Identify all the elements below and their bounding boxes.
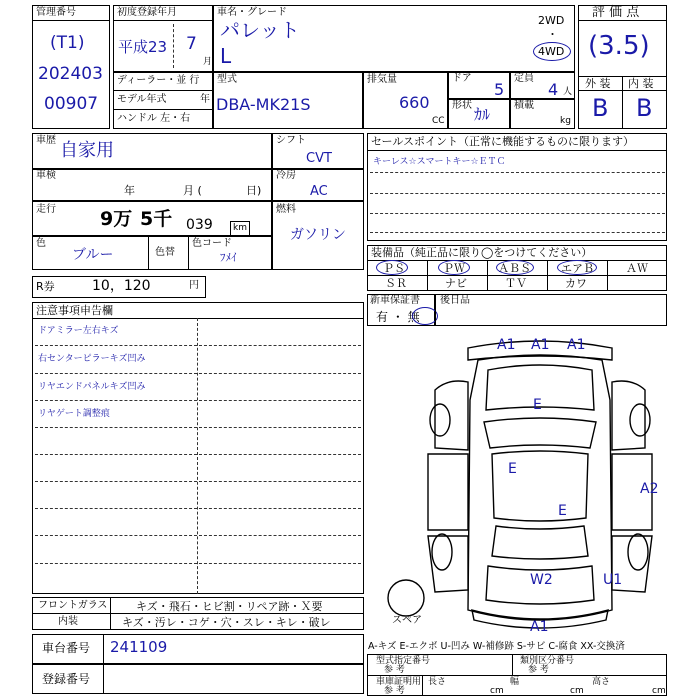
score-label: 評 価 点: [592, 5, 640, 20]
mileage-unit: km: [233, 223, 247, 233]
mark-a2-right: A2: [640, 481, 659, 497]
recycle-label: R券: [36, 280, 55, 293]
cert-ref: 参 考: [384, 686, 405, 696]
drive-2wd: 2WD: [538, 14, 565, 27]
car-grade: L: [220, 44, 232, 68]
engine-label: 排気量: [367, 74, 397, 85]
mileage-rest: 039: [186, 217, 213, 233]
selling-label: セールスポイント（正常に機能するものに限ります）: [371, 135, 635, 148]
mgmt-num2: 00907: [44, 94, 99, 114]
notes-label: 注意事項申告欄: [36, 304, 113, 317]
first-reg-month-unit: 月: [203, 57, 213, 67]
warranty-value: 有 ・ 無: [376, 310, 420, 324]
doors-label: ドア: [452, 73, 472, 84]
recycle-value: 10，120: [92, 278, 151, 294]
score-ext: B: [592, 94, 609, 122]
cooling-value: AC: [310, 184, 328, 199]
width-unit: cm: [570, 686, 584, 696]
category-ref: 参 考: [528, 665, 549, 675]
note-item-2: 右センターピラーキズ凹み: [38, 354, 146, 364]
equip-ps: ＰＳ: [383, 262, 405, 275]
mark-e-left: E: [508, 461, 517, 477]
drive-dot: ・: [547, 28, 558, 41]
selling-line1: キーレス☆スマートキー☆ＥＴＣ: [373, 157, 506, 167]
capacity-value: 4: [548, 80, 559, 99]
width-label: 幅: [510, 677, 520, 687]
doors-value: 5: [494, 80, 505, 99]
interior-value: キズ・汚レ・コゲ・穴・スレ・キレ・破レ: [122, 616, 331, 629]
note-item-1: ドアミラー左右キズ: [38, 326, 119, 336]
equip-navi: ナビ: [445, 277, 467, 290]
first-reg-month: 7: [186, 34, 197, 54]
equip-airbag: エアＢ: [561, 262, 594, 275]
mileage-sen: 5千: [140, 208, 173, 230]
mark-a1-front-right: A1: [567, 337, 586, 353]
score-value: (3.5): [588, 31, 650, 61]
color-label: 色: [36, 238, 46, 249]
dealer-label: ディーラー・並 行: [117, 75, 200, 86]
equip-pw: ＰＷ: [443, 262, 465, 275]
inspection-month: 月 (: [183, 184, 202, 197]
equip-sr: ＳＲ: [385, 277, 407, 290]
handle-label: ハンドル 左・右: [117, 113, 191, 124]
cert-label: 車庫証明用: [376, 677, 422, 687]
equip-tv: ＴＶ: [505, 277, 527, 290]
engine-unit: CC: [432, 116, 445, 126]
inspection-label: 車検: [36, 170, 56, 181]
drive-4wd-circle: [533, 42, 571, 61]
mark-a1-rear: A1: [530, 619, 549, 635]
spare-label: スペア: [392, 615, 422, 626]
delivery-label: 後日品: [440, 295, 470, 306]
score-int: B: [636, 94, 653, 122]
first-reg-label: 初度登録年月: [117, 7, 177, 18]
equip-aw: ＡＷ: [626, 262, 648, 275]
mark-w2-rear: W2: [530, 572, 553, 588]
car-damage-diagram: [380, 330, 670, 640]
note-item-3: リヤエンドパネルキズ凹み: [38, 382, 146, 392]
mark-a1-front-center: A1: [531, 337, 550, 353]
height-label: 高さ: [592, 677, 611, 687]
load-label: 積載: [514, 100, 534, 111]
length-label: 長さ: [428, 677, 447, 687]
inspection-day: 日): [246, 184, 262, 197]
color-code-label: 色コード: [192, 238, 232, 249]
equip-leather: カワ: [565, 277, 587, 290]
car-name-label: 車名・グレード: [217, 7, 287, 18]
color-code: ﾌﾒｲ: [220, 251, 237, 264]
equip-abs-circle: [496, 260, 534, 275]
interior-label: 内装: [58, 616, 78, 627]
history-label: 車歴: [36, 135, 56, 146]
mgmt-num1: 202403: [38, 64, 103, 84]
mark-e-roof: E: [558, 503, 567, 519]
fuel-value: ガソリン: [290, 227, 346, 243]
score-int-label: 内 装: [628, 77, 654, 90]
color-value: ブルー: [72, 247, 114, 263]
mark-u1-rear: U1: [603, 572, 623, 588]
type-approval-ref: 参 考: [384, 665, 405, 675]
shift-label: シフト: [276, 135, 306, 146]
type-approval-label: 型式指定番号: [376, 656, 431, 666]
mgmt-label: 管理番号: [36, 7, 76, 18]
fuel-label: 燃料: [276, 204, 296, 215]
shape-value: ｶﾙ: [474, 105, 491, 124]
mark-a1-front-left: A1: [497, 337, 516, 353]
mileage-man: 9万: [100, 208, 133, 230]
chassis-value: 241109: [110, 638, 168, 656]
category-label: 類別区分番号: [520, 656, 575, 666]
front-glass-label: フロントガラス: [38, 600, 108, 611]
type-label: 型式: [217, 74, 237, 85]
recycle-unit: 円: [189, 280, 199, 291]
mgmt-code: (T1): [50, 33, 85, 53]
model-year-label: モデル年式: [117, 94, 167, 105]
capacity-unit: 人: [563, 87, 573, 97]
equip-airbag-circle: [557, 260, 597, 275]
equip-pw-circle: [438, 260, 470, 275]
shift-value: CVT: [306, 151, 332, 166]
reg-label: 登録番号: [42, 672, 91, 686]
drive-4wd: 4WD: [538, 45, 565, 58]
score-ext-label: 外 装: [585, 77, 611, 90]
engine-value: 660: [399, 93, 430, 112]
inspection-box: [32, 169, 272, 201]
equip-ps-circle: [376, 260, 408, 275]
length-unit: cm: [490, 686, 504, 696]
equip-abs: ＡＢＳ: [498, 262, 531, 275]
model-year-unit: 年: [200, 94, 210, 105]
load-unit: kg: [560, 116, 571, 126]
mark-e-hood: E: [533, 397, 542, 413]
note-item-4: リヤゲート調整痕: [38, 409, 110, 419]
warranty-label: 新車保証書: [370, 295, 420, 306]
height-unit: cm: [652, 686, 666, 696]
inspection-year: 年: [124, 184, 135, 197]
first-reg-era: 平成23: [118, 38, 168, 56]
legend: A-キズ E-エクボ U-凹み W-補修跡 S-サビ C-腐食 XX-交換済: [368, 641, 625, 652]
capacity-label: 定員: [514, 73, 534, 84]
type-value: DBA-MK21S: [216, 95, 311, 114]
front-glass-value: キズ・飛石・ヒビ割・リペア跡・Ｘ要: [136, 600, 323, 613]
color-change-label: 色替: [155, 247, 175, 258]
mileage-label: 走行: [36, 204, 56, 215]
history-value: 自家用: [60, 140, 114, 161]
chassis-label: 車台番号: [42, 641, 91, 655]
car-name: パレット: [220, 18, 300, 42]
cooling-label: 冷房: [276, 170, 296, 181]
equipment-label: 装備品（純正品に限り◯をつけてください）: [371, 246, 593, 259]
shape-label: 形状: [452, 100, 472, 111]
